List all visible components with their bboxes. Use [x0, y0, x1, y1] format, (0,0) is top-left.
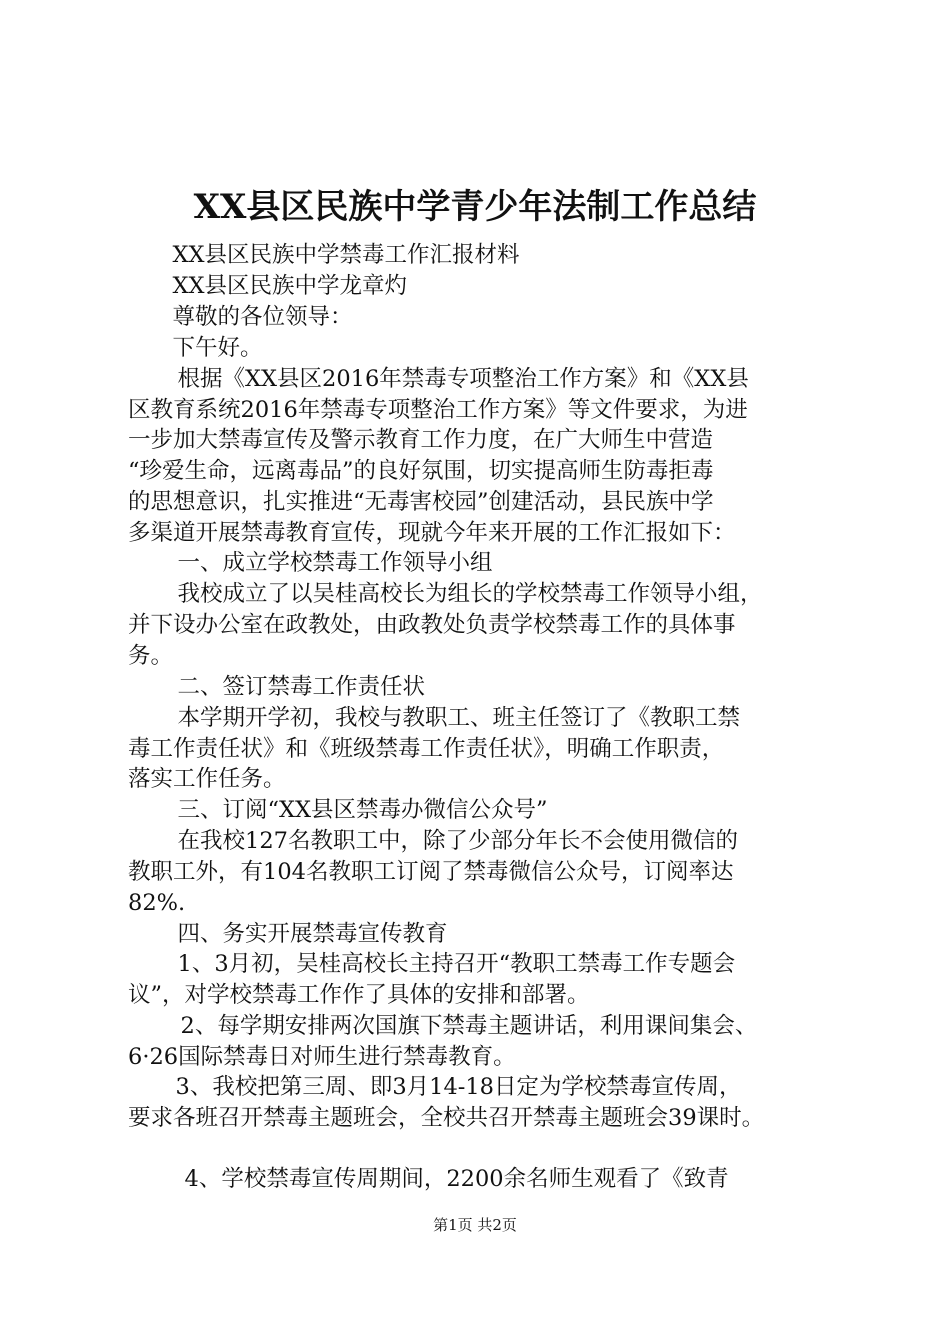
body-line: 我校成立了以吴桂高校长为组长的学校禁毒工作领导小组， — [155, 581, 763, 607]
body-line: 多渠道开展禁毒教育宣传，现就今年来开展的工作汇报如下： — [128, 520, 736, 546]
section-heading: 三、订阅“XX县区禁毒办微信公众号” — [155, 797, 548, 823]
body-line: 并下设办公室在政教处，由政教处负责学校禁毒工作的具体事 — [128, 612, 736, 638]
document-title: XX县区民族中学青少年法制工作总结 — [193, 187, 757, 227]
body-line: 一步加大禁毒宣传及警示教育工作力度，在广大师生中营造 — [128, 427, 714, 453]
body-line: “珍爱生命，远离毒品”的良好氛围，切实提高师生防毒拒毒 — [128, 458, 714, 484]
body-line: 4、学校禁毒宣传周期间，2200余名师生观看了《致青 — [162, 1166, 729, 1192]
body-line: XX县区民族中学龙章灼 — [150, 273, 408, 299]
section-heading: 四、务实开展禁毒宣传教育 — [155, 921, 448, 947]
body-line: 尊敬的各位领导： — [150, 304, 353, 330]
body-line: 6·26国际禁毒日对师生进行禁毒教育。 — [128, 1044, 516, 1070]
body-line: 本学期开学初，我校与教职工、班主任签订了《教职工禁 — [155, 705, 741, 731]
body-line: XX县区民族中学禁毒工作汇报材料 — [150, 242, 520, 268]
body-line: 毒工作责任状》和《班级禁毒工作责任状》，明确工作职责， — [128, 736, 725, 762]
body-line: 2、每学期安排两次国旗下禁毒主题讲话，利用课间集会、 — [158, 1013, 758, 1039]
body-line: 下午好。 — [150, 335, 263, 361]
body-line: 议”，对学校禁毒工作作了具体的安排和部署。 — [128, 982, 590, 1008]
body-line: 区教育系统2016年禁毒专项整治工作方案》等文件要求，为进 — [128, 397, 748, 423]
body-line: 3、我校把第三周、即3月14-18日定为学校禁毒宣传周， — [153, 1074, 742, 1100]
body-line: 教职工外，有104名教职工订阅了禁毒微信公众号，订阅率达 — [128, 859, 734, 885]
body-line: 的思想意识，扎实推进“无毒害校园”创建活动，县民族中学 — [128, 489, 714, 515]
body-line: 1、3月初，吴桂高校长主持召开“教职工禁毒工作专题会 — [155, 951, 736, 977]
body-line: 落实工作任务。 — [128, 766, 286, 792]
body-line: 在我校127名教职工中，除了少部分年长不会使用微信的 — [155, 828, 738, 854]
body-line: 要求各班召开禁毒主题班会，全校共召开禁毒主题班会39课时。 — [128, 1105, 765, 1131]
section-heading: 一、成立学校禁毒工作领导小组 — [155, 550, 493, 576]
page-footer: 第1页 共2页 — [433, 1216, 517, 1234]
section-heading: 二、签订禁毒工作责任状 — [155, 674, 426, 700]
body-line: 根据《XX县区2016年禁毒专项整治工作方案》和《XX县 — [155, 366, 749, 392]
body-line: 务。 — [128, 643, 174, 669]
body-line: 82%. — [128, 890, 186, 916]
